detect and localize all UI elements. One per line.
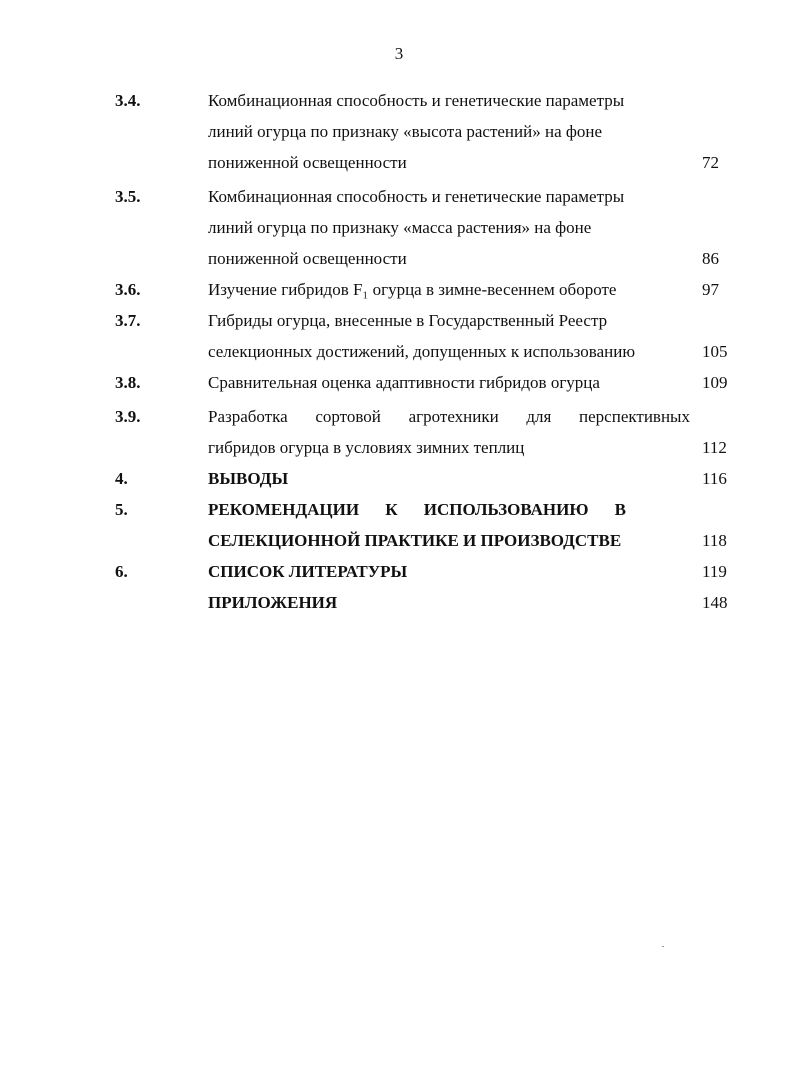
toc-entry-3-6[interactable] bbox=[0, 274, 798, 305]
toc-title-line bbox=[208, 274, 719, 305]
toc-entry-number: 6. bbox=[115, 562, 128, 581]
toc-entry-number: 3.6. bbox=[115, 280, 141, 299]
toc-page-number: 116 bbox=[702, 469, 727, 488]
toc-word: сортовой bbox=[315, 407, 381, 426]
toc-entry-number: 4. bbox=[115, 469, 128, 488]
toc-entry-number: 5. bbox=[115, 500, 128, 519]
toc-title-line-justified bbox=[208, 494, 626, 525]
page-number: 3 bbox=[394, 44, 404, 63]
toc-title-line bbox=[208, 367, 728, 398]
toc-title-line-text: Сравнительная оценка адаптивности гибридов огурца bbox=[208, 373, 600, 392]
toc-entry-5[interactable] bbox=[0, 494, 798, 556]
toc-entry-title bbox=[208, 181, 719, 274]
toc-title-line bbox=[208, 336, 728, 367]
toc-title-line-text: селекционных достижений, допущенных к использованию bbox=[208, 342, 636, 361]
toc-entry-title bbox=[208, 587, 728, 618]
toc-word: К bbox=[385, 500, 398, 519]
toc-page-number: 72 bbox=[702, 153, 719, 172]
toc-title-line bbox=[208, 432, 727, 463]
toc-title-line: Комбинационная способность и генетические параметры bbox=[208, 91, 625, 110]
toc-entry-title bbox=[208, 85, 719, 178]
toc-entry-3-4[interactable] bbox=[0, 85, 798, 178]
toc-title-line bbox=[208, 243, 719, 274]
toc-title-line-text: Изучение гибридов F₁ огурца в зимне-весеннем обороте bbox=[208, 280, 617, 299]
toc-title-line: линий огурца по признаку «высота растений» на фоне bbox=[208, 122, 603, 141]
toc-entry-6[interactable] bbox=[0, 556, 798, 587]
scan-speck bbox=[662, 946, 664, 947]
toc-page-number: 105 bbox=[702, 342, 728, 361]
toc-title-line bbox=[208, 525, 727, 556]
toc-entry-title bbox=[208, 463, 727, 494]
toc-entry-number: 3.4. bbox=[115, 91, 141, 110]
toc-entry-title bbox=[208, 494, 727, 556]
toc-entry-3-8[interactable] bbox=[0, 367, 798, 398]
toc-page-number: 109 bbox=[702, 373, 728, 392]
toc-word: агротехники bbox=[408, 407, 499, 426]
toc-entry-title bbox=[208, 401, 727, 463]
toc-page-number: 86 bbox=[702, 249, 719, 268]
toc-entry-3-7[interactable] bbox=[0, 305, 798, 367]
toc-title-line-text: пониженной освещенности bbox=[208, 153, 407, 172]
toc-title-line bbox=[208, 463, 727, 494]
toc-title-line-text: пониженной освещенности bbox=[208, 249, 407, 268]
toc-entry-title bbox=[208, 556, 727, 587]
toc-page-number: 119 bbox=[702, 562, 727, 581]
toc-title-line-justified bbox=[208, 401, 690, 432]
toc-entry-title bbox=[208, 305, 728, 367]
toc-entry-title bbox=[208, 367, 728, 398]
toc-word: для bbox=[526, 407, 552, 426]
toc-entry-number: 3.5. bbox=[115, 187, 141, 206]
toc-entry-3-5[interactable] bbox=[0, 181, 798, 274]
toc-page-number: 112 bbox=[702, 438, 727, 457]
toc-word: В bbox=[614, 500, 626, 519]
toc-title-line-text: СПИСОК ЛИТЕРАТУРЫ bbox=[208, 562, 408, 581]
toc-title-line-text: ВЫВОДЫ bbox=[208, 469, 289, 488]
toc-entry-4[interactable] bbox=[0, 463, 798, 494]
toc-entry-number: 3.9. bbox=[115, 407, 141, 426]
toc-word: РЕКОМЕНДАЦИИ bbox=[208, 500, 360, 519]
toc-title-line: Комбинационная способность и генетические параметры bbox=[208, 187, 625, 206]
toc-title-line-text: ПРИЛОЖЕНИЯ bbox=[208, 593, 338, 612]
table-of-contents bbox=[0, 85, 798, 618]
toc-title-line-text: СЕЛЕКЦИОННОЙ ПРАКТИКЕ И ПРОИЗВОДСТВЕ bbox=[208, 531, 622, 550]
toc-title-line bbox=[208, 587, 728, 618]
toc-title-line-text: гибридов огурца в условиях зимних теплиц bbox=[208, 438, 525, 457]
toc-title-line: линий огурца по признаку «масса растения» на фоне bbox=[208, 218, 592, 237]
toc-entry-number: 3.7. bbox=[115, 311, 141, 330]
toc-entry-3-9[interactable] bbox=[0, 401, 798, 463]
toc-word: Разработка bbox=[208, 407, 288, 426]
toc-page-number: 118 bbox=[702, 531, 727, 550]
toc-word: перспективных bbox=[579, 407, 690, 426]
toc-page-number: 148 bbox=[702, 593, 728, 612]
toc-title-line: Гибриды огурца, внесенные в Государственный Реестр bbox=[208, 311, 608, 330]
toc-entry-title bbox=[208, 274, 719, 305]
toc-word: ИСПОЛЬЗОВАНИЮ bbox=[423, 500, 589, 519]
toc-title-line bbox=[208, 147, 719, 178]
toc-entry-number: 3.8. bbox=[115, 373, 141, 392]
toc-page-number: 97 bbox=[702, 280, 719, 299]
toc-entry-appendices[interactable] bbox=[0, 587, 798, 618]
toc-title-line bbox=[208, 556, 727, 587]
